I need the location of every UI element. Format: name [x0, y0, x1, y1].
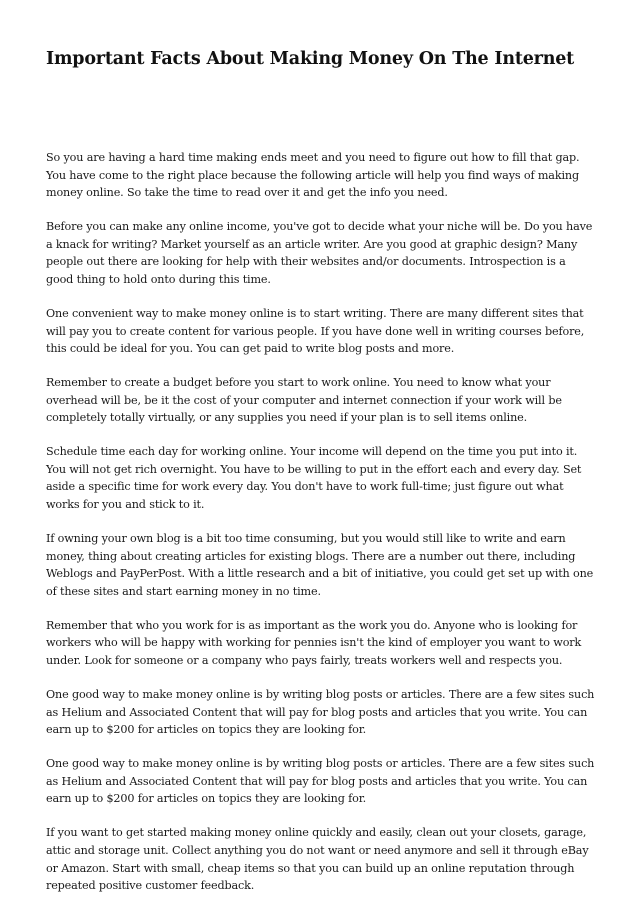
paragraph: One good way to make money online is by writing blog posts or articles. There are a few sites such as Helium and Associated Content that will pay for blog posts and articles that you write. You can earn up to $200 for articles on topics they are looking for. [46, 687, 595, 737]
paragraph: Schedule time each day for working online. Your income will depend on the time you put into it. You will not get rich overnight. You have to be willing to put in the effort each and every day. Set aside a specific time for work every day. You don't have to work full-time; just figure out what works for you and stick to it. [46, 445, 582, 512]
paragraph: So you are having a hard time making ends meet and you need to figure out how to fill that gap. You have come to the right place because the following article will help you find ways of making money online. So take the time to read over it and get the info you need. [46, 151, 580, 200]
article-body [46, 149, 596, 911]
page-title: Important Facts About Making Money On The Internet [46, 49, 575, 69]
paragraph: One good way to make money online is by writing blog posts or articles. There are a few sites such as Helium and Associated Content that will pay for blog posts and articles that you write. You can earn up to $200 for articles on topics they are looking for. [46, 757, 595, 806]
paragraph: Remember to create a budget before you start to work online. You need to know what your overhead will be, be it the cost of your computer and internet connection if your work will be completely totally virtually, or any supplies you need if your plan is to sell items online. [46, 376, 562, 425]
paragraph: If owning your own blog is a bit too time consuming, but you would still like to write and earn money, thing about creating articles for existing blogs. There are a number out there, including Weblogs and PayPerPost. With a little research and a bit of initiative, you could get set up with one of these sites and start earning money in no time. [46, 532, 594, 598]
paragraph: If you want to get started making money online quickly and easily, clean out your closets, garage, attic and storage unit. Collect anything you do not want or need anymore and sell it through eBay or Amazon. Start with small, cheap items so that you can build up an online reputation through repeated positive customer feedback. [46, 826, 589, 893]
paragraph: Before you can make any online income, you've got to decide what your niche will be. Do you have a knack for writing? Market yourself as an article writer. Are you good at graphic design? Many people out there are looking for help with their websites and/or documents. Introspection is a good thing to hold onto during this time. [46, 220, 593, 286]
paragraph: One convenient way to make money online is to start writing. There are many different sites that will pay you to create content for various people. If you have done well in writing courses before, this could be ideal for you. You can get paid to write blog posts and more. [46, 306, 585, 356]
paragraph: Remember that who you work for is as important as the work you do. Anyone who is looking for workers who will be happy with working for pennies isn't the kind of employer you want to work under. Look for someone or a company who pays fairly, treats workers well and respects you. [46, 618, 582, 667]
